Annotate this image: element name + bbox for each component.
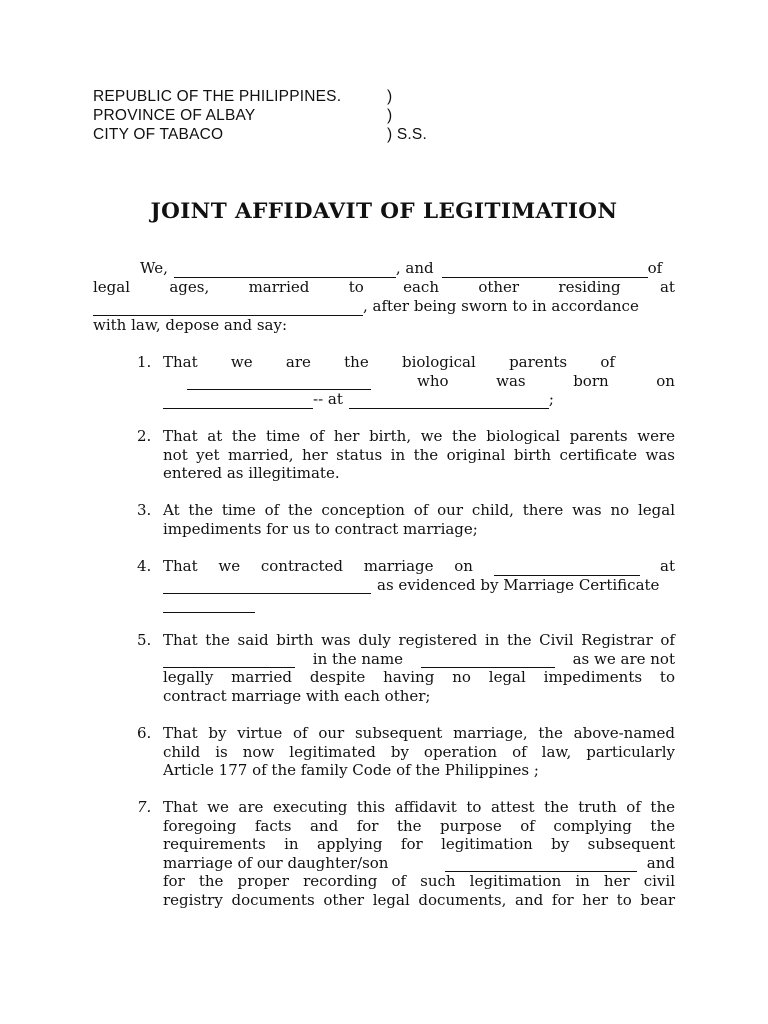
item-number: 4. [137,557,152,575]
item4-word: That [163,557,198,575]
item1-word: who [417,371,449,390]
item-number: 6. [137,724,152,742]
item2-line: entered as illegitimate. [163,464,340,482]
item-number: 7. [137,798,152,816]
item4-evidenced: as evidenced by Marriage Certificate [377,575,660,594]
child-name-blank [187,375,371,390]
intro-of: of [647,259,663,277]
item7-daughter-son: marriage of our daughter/son [163,853,389,872]
document-title: JOINT AFFIDAVIT OF LEGITIMATION [150,199,618,224]
item5-line: That the said birth was duly registered in the Civil Registrar of [163,631,675,649]
residence-blank [93,301,363,316]
intro-and: , and [395,259,434,277]
item4-word: we [218,557,241,575]
item6-line: child is now legitimated by operation of law, particularly [163,742,675,761]
item7-line: requirements in applying for legitimation by subsequent [163,835,675,853]
item5-inname: in the name [312,649,404,668]
venue-province: PROVINCE OF ALBAY [93,107,256,124]
item1-end: ; [548,390,554,408]
intro-line4: with law, depose and say: [93,316,288,334]
item1-word: of [600,353,615,371]
marriage-date-blank [494,561,640,576]
item1-word: born [573,371,609,390]
item6-line: That by virtue of our subsequent marriage, the above-named [163,724,675,742]
venue-city: CITY OF TABACO [93,126,224,143]
item1-word: biological [402,353,476,371]
item1-at: -- at [313,390,343,408]
registered-name-blank [421,653,555,668]
item-number: 5. [137,631,152,649]
item4-word: on [454,557,473,575]
item1-word: parents [509,353,568,371]
marriage-place-blank [163,579,371,594]
intro-word: at [659,278,675,296]
item-number: 3. [137,501,152,519]
item5-line: contract marriage with each other; [163,686,431,705]
intro-word: other [478,278,520,296]
name-blank-1 [174,263,396,278]
child-blank [445,857,637,872]
birth-place-blank [349,394,549,409]
venue-paren: ) [387,107,393,124]
intro-word: each [403,278,439,296]
item7-line: foregoing facts and for the purpose of complying the [163,816,675,835]
item1-word: are [285,353,311,371]
item4-word: contracted [260,557,344,575]
item7-line: That we are executing this affidavit to attest the truth of the [163,798,675,816]
item-number: 1. [137,353,152,371]
item4-at: at [660,557,675,575]
venue-paren: ) [387,88,393,105]
item5-line: legally married despite having no legal impediments to [163,668,675,686]
item1-word: on [656,371,675,390]
item2-line: not yet married, her status in the original birth certificate was [163,445,675,464]
intro-we: We, [140,259,168,277]
item1-word: was [496,371,526,390]
intro-word: married [248,278,310,296]
item1-word: That [163,353,198,371]
name-blank-2 [442,263,648,278]
intro-word: residing [558,278,621,296]
intro-word: ages, [169,278,210,296]
item3-line: At the time of the conception of our child, there was no legal [163,501,675,519]
intro-word: to [348,278,364,296]
registrar-blank [163,653,295,668]
item4-word: marriage [363,557,434,575]
certificate-blank [163,598,255,613]
birth-date-blank [163,394,313,409]
item6-line: Article 177 of the family Code of the Philippines ; [163,761,539,779]
item5-asnot: as we are not [572,649,675,668]
venue-block [93,87,427,144]
intro-paragraph [93,259,675,335]
item2-line: That at the time of her birth, we the biological parents were [163,427,675,445]
intro-word: legal [93,278,131,296]
item1-word: the [344,353,369,371]
venue-ss: ) S.S. [387,126,427,143]
item3-line: impediments for us to contract marriage; [163,519,478,538]
item1-word: we [230,353,253,371]
item7-line: registry documents other legal documents, and for her to bear [163,890,675,909]
item7-and: and [646,853,675,872]
item7-line: for the proper recording of such legitimation in her civil [163,872,675,890]
item-number: 2. [137,427,152,445]
venue-country: REPUBLIC OF THE PHILIPPINES. [93,88,342,105]
intro-after: , after being sworn to in accordance [363,297,639,315]
